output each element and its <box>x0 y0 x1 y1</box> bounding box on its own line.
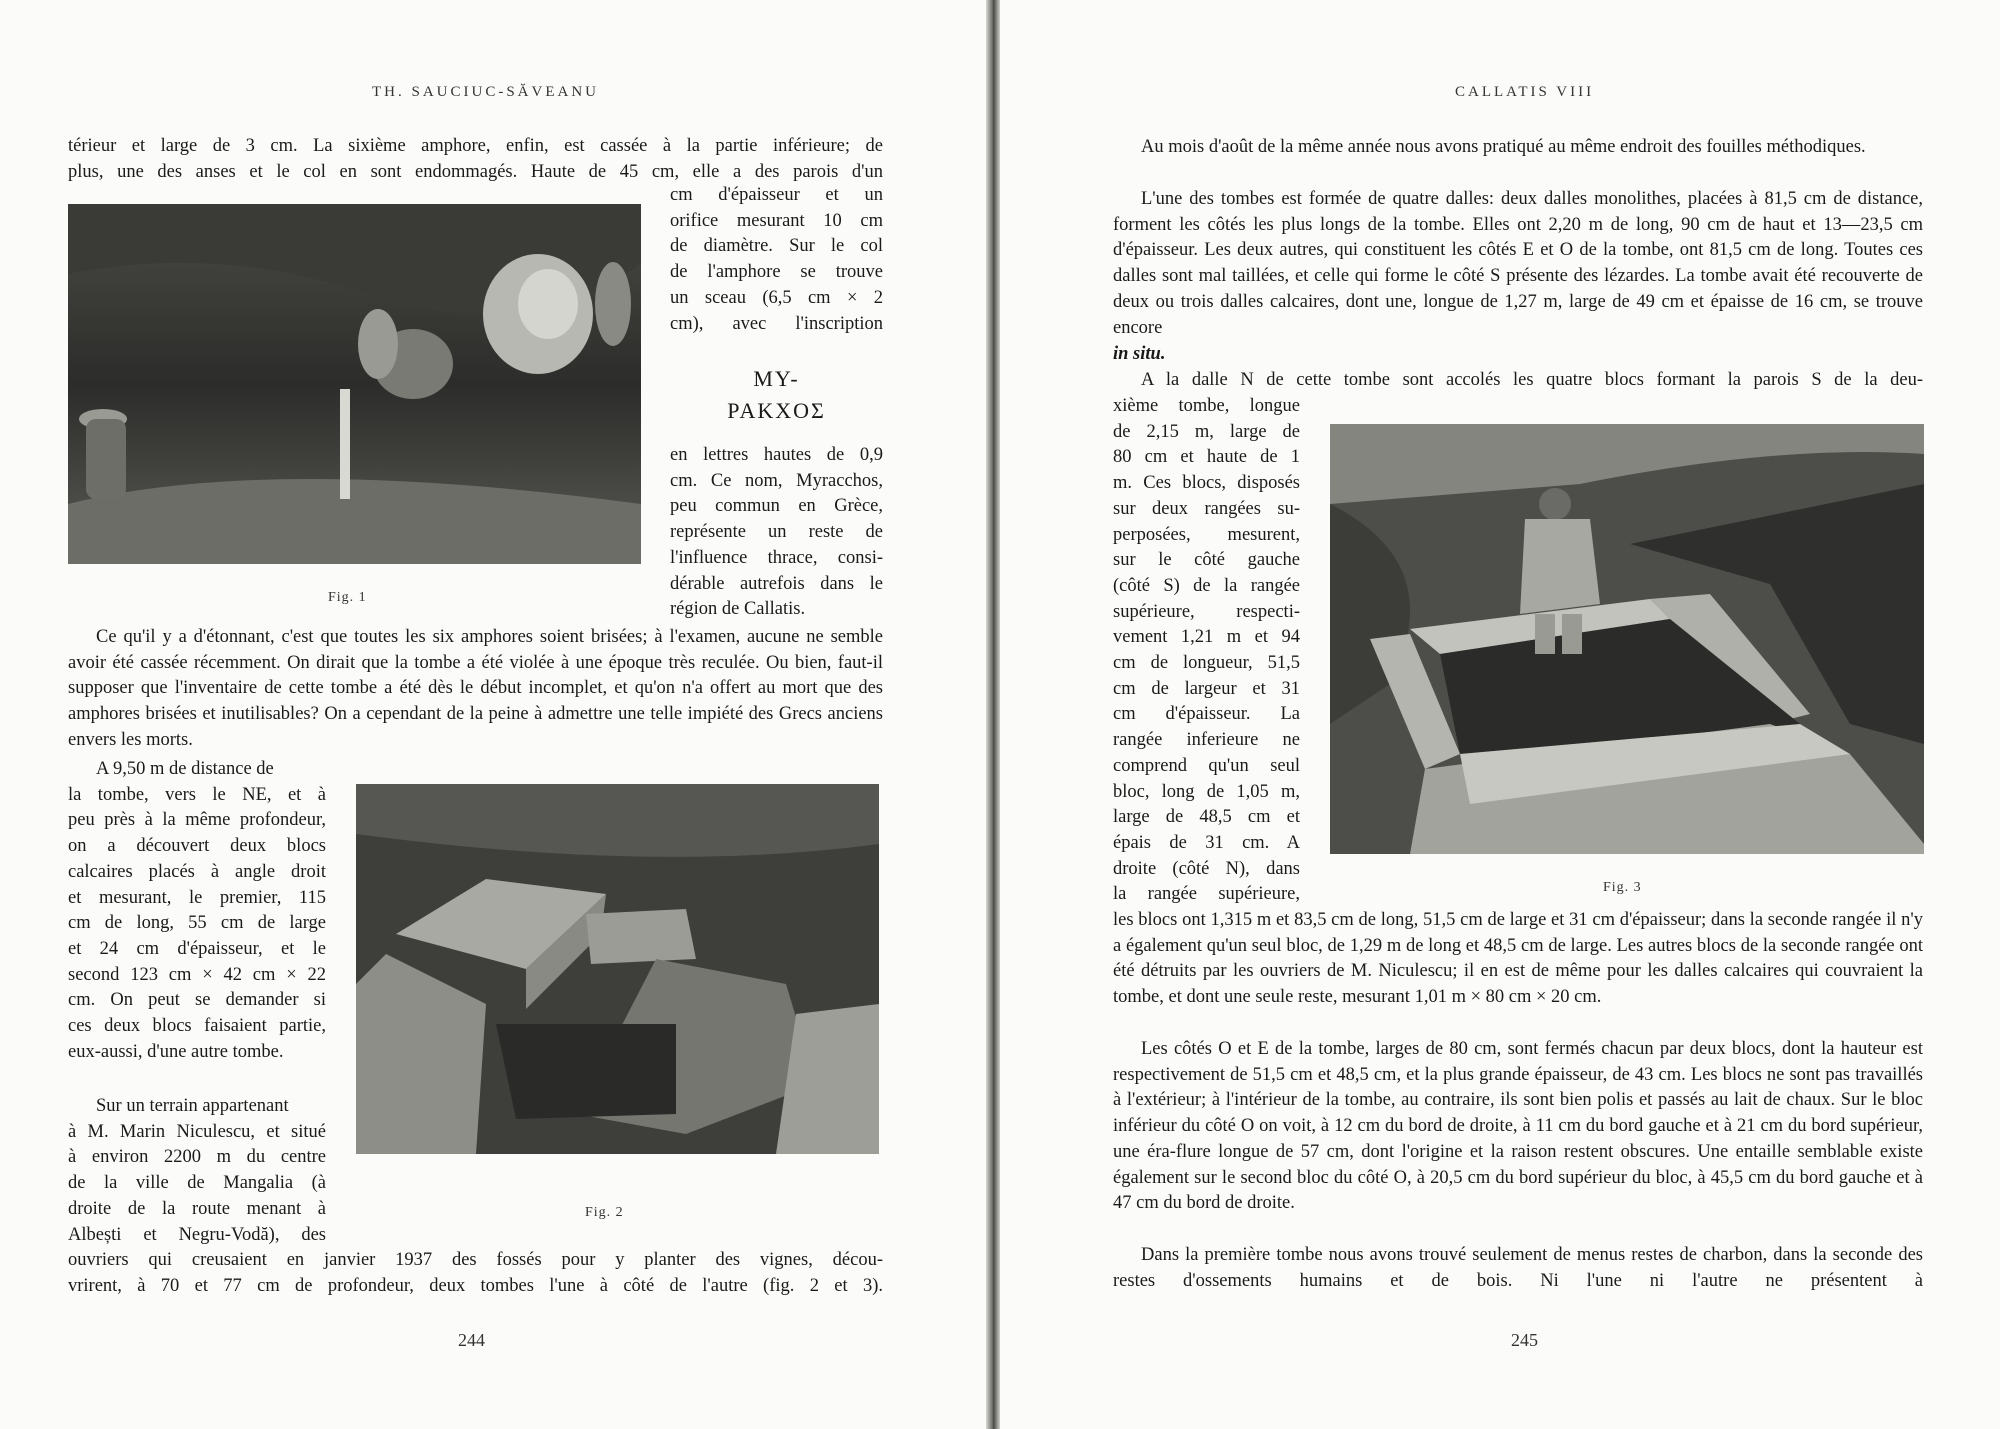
left-col-c <box>68 757 326 1065</box>
text-line: térieur et large de 3 cm. La sixième amphore, enfin, est cassée à la partie inférieure; de <box>68 136 883 156</box>
text-line: orifice mesurant 10 cm <box>670 210 883 231</box>
text-line: vement 1,21 m et 94 <box>1113 627 1300 648</box>
text-line: eux-aussi, d'une autre tombe. <box>68 1041 284 1062</box>
text-line: rangée inferieure ne <box>1113 730 1300 751</box>
text-line: épais de 31 cm. A <box>1113 832 1300 853</box>
right-col-e <box>1113 394 1300 908</box>
fig2-caption: Fig. 2 <box>585 1205 624 1220</box>
text-line: l'influence thrace, consi- <box>670 547 883 568</box>
greek-inscription-line-1: ΜΥ- <box>753 366 800 391</box>
text-line: sur deux rangées su- <box>1113 498 1300 519</box>
right-paragraph-2: L'une des tombes est formée de quatre dalles: deux dalles monolithes, placées à 81,5 cm de distance, forment les côtés les plus longs de la tombe. Elles ont 2,20 m de long, 90 cm de haut et 13—23,5 cm d'épaisseur. Les deux autres, qui constituent les côtés E et O de la tombe, ont 81,5 cm de long. Toutes ces dalles sont mal taillées, et celle qui forme le côté S présente des lézardes. La tombe avait été recouverte de deux ou trois dalles calcaires, dont une, longue de 1,27 m, large de 49 cm et épaisse de 16 cm, se trouve encore <box>1113 189 1923 338</box>
text-line: ouvriers qui creusaient en janvier 1937 des fossés pour y planter des vignes, décou- <box>68 1250 883 1270</box>
text-line: de diamètre. Sur le col <box>670 236 883 257</box>
text-line: droite (côté N), dans <box>1113 858 1300 879</box>
text-line: cm de long, 55 cm de large <box>68 913 326 934</box>
text-line: perposées, mesurent, <box>1113 524 1300 545</box>
text-line: la rangée supérieure, <box>1113 884 1300 905</box>
text-line: ces deux blocs faisaient partie, <box>68 1016 326 1037</box>
text-line: et mesurant, le premier, 115 <box>68 887 326 908</box>
right-paragraph-1: Au mois d'août de la même année nous avons pratiqué au même endroit des fouilles méthodiques. <box>1141 137 1866 157</box>
left-col-a <box>670 183 883 337</box>
left-col-d <box>68 1094 326 1248</box>
text-line: région de Callatis. <box>670 599 806 620</box>
text-line: à M. Marin Niculescu, et situé <box>68 1121 326 1142</box>
text-line: vrirent, à 70 et 77 cm de profondeur, deux tombes l'une à côté de l'autre (fig. 2 et 3). <box>68 1275 883 1296</box>
left-bottom-lines <box>68 1248 883 1299</box>
book-gutter <box>986 0 1000 1429</box>
text-line: droite de la route menant à <box>68 1198 326 1219</box>
text-line: représente un reste de <box>670 522 883 543</box>
text-line: de l'amphore se trouve <box>670 262 883 283</box>
text-line: cm. Ce nom, Myracchos, <box>670 470 883 491</box>
text-line: cm), avec l'inscription <box>670 313 883 334</box>
left-page <box>0 0 986 1429</box>
text-line: on a découvert deux blocs <box>68 836 326 857</box>
text-line: à environ 2200 m du centre <box>68 1147 326 1168</box>
right-italic-in-situ: in situ. <box>1113 344 1166 364</box>
text-line: plus, une des anses et le col en sont endommagés. Haute de 45 cm, elle a des parois d'un <box>68 161 883 182</box>
left-paragraph-amphores: Ce qu'il y a d'étonnant, c'est que toutes les six amphores soient brisées; à l'examen, aucune ne semble avoir été cassée récemment. On dirait que la tombe a été violée à une époque très reculée. Ou bien, faut-il supposer que l'inventaire de cette tombe a été dès le début incomplet, et qu'on n'a offert au mort que des amphores brisées et inutilisables? On a cependant de la peine à admettre une telle impiété des Grecs anciens envers les morts. <box>68 627 883 750</box>
right-paragraph-5: Dans la première tombe nous avons trouvé seulement de menus restes de charbon, dans la seconde des restes d'ossements humains et de bois. Ni l'une ni l'autre ne présentent à <box>1113 1245 1923 1291</box>
greek-inscription-line-2: ΡΑΚΧΟΣ <box>727 398 826 423</box>
left-top-lines <box>68 134 883 185</box>
text-line: sur le côté gauche <box>1113 550 1300 571</box>
text-line: peu commun en Grèce, <box>670 496 883 517</box>
text-line: xième tombe, longue <box>1113 396 1300 416</box>
text-line: cm de longueur, 51,5 <box>1113 653 1300 674</box>
text-line: cm d'épaisseur et un <box>670 185 883 205</box>
text-line: cm de largeur et 31 <box>1113 678 1300 699</box>
fig3-caption: Fig. 3 <box>1603 880 1642 895</box>
text-line: de 2,15 m, large de <box>1113 421 1300 442</box>
left-col-b <box>670 443 883 623</box>
text-line: un sceau (6,5 cm × 2 <box>670 287 883 308</box>
right-paragraph-4: Les côtés O et E de la tombe, larges de 80 cm, sont fermés chacun par deux blocs, dont la hauteur est respectivement de 51,5 cm et 48,5 cm, et la plus grande épaisseur, de 43 cm. Les blocs ne sont pas travaillés à l'extérieur; à l'intérieur de la tombe, au contraire, ils sont bien polis et passés au lait de chaux. Sur le bloc inférieur du côté O on voit, à 12 cm du bord de droite, à 11 cm du bord gauche et à 21 cm du bord supérieur, une éra-flure longue de 57 cm, dont l'origine et la raison restent obscures. Une entaille semblable existe également sur le second bloc du côté O, à 20,5 cm du bord supérieur du bloc, à 45,5 cm du bord gauche et à 47 cm du bord de droite. <box>1113 1039 1923 1214</box>
page-number-left: 244 <box>458 1330 485 1350</box>
text-line: supérieure, respecti- <box>1113 601 1300 622</box>
text-line: peu près à la même profondeur, <box>68 810 326 831</box>
text-line: (côté S) de la rangée <box>1113 575 1300 596</box>
text-line: cm. On peut se demander si <box>68 990 326 1011</box>
text-line: calcaires placés à angle droit <box>68 861 326 882</box>
text-line: dérable autrefois dans le <box>670 573 883 594</box>
text-line: second 123 cm × 42 cm × 22 <box>68 964 326 985</box>
text-line: la tombe, vers le NE, et à <box>68 784 326 805</box>
running-head-left: TH. SAUCIUC-SĂVEANU <box>372 84 600 100</box>
text-line: large de 48,5 cm et <box>1113 807 1300 828</box>
text-line: m. Ces blocs, disposés <box>1113 473 1300 494</box>
fig2-photo <box>356 784 879 1154</box>
text-line: Albești et Negru-Vodă), des <box>68 1224 326 1245</box>
right-paragraph-3-first-line: A la dalle N de cette tombe sont accolés les quatre blocs formant la parois S de la deu- <box>1141 370 1923 390</box>
text-line: A 9,50 m de distance de <box>96 759 274 779</box>
right-page <box>1000 0 2000 1429</box>
text-line: et 24 cm d'épaisseur, et le <box>68 938 326 959</box>
right-paragraph-3-rest: les blocs ont 1,315 m et 83,5 cm de long, 51,5 cm de large et 31 cm d'épaisseur; dans la seconde rangée il n'y a également qu'un seul bloc, de 1,29 m de long et 48,5 cm de large. Les autres blocs de la seconde rangée ont été détruits par les ouvriers de M. Niculescu; il en est de même pour les dalles calcaires qui couvraient la tombe, et dont une seule reste, mesurant 1,01 m × 80 cm × 20 cm. <box>1113 910 1923 1008</box>
running-head-right: CALLATIS VIII <box>1455 84 1595 100</box>
text-line: Sur un terrain appartenant <box>96 1096 289 1116</box>
text-line: cm d'épaisseur. La <box>1113 704 1300 725</box>
page-number-right: 245 <box>1511 1330 1538 1350</box>
fig1-photo <box>68 204 641 564</box>
fig1-caption: Fig. 1 <box>328 590 367 605</box>
text-line: 80 cm et haute de 1 <box>1113 447 1300 468</box>
text-line: en lettres hautes de 0,9 <box>670 445 883 465</box>
text-line: comprend qu'un seul <box>1113 755 1300 776</box>
text-line: de la ville de Mangalia (à <box>68 1173 326 1194</box>
text-line: bloc, long de 1,05 m, <box>1113 781 1300 802</box>
fig3-photo <box>1330 424 1924 854</box>
